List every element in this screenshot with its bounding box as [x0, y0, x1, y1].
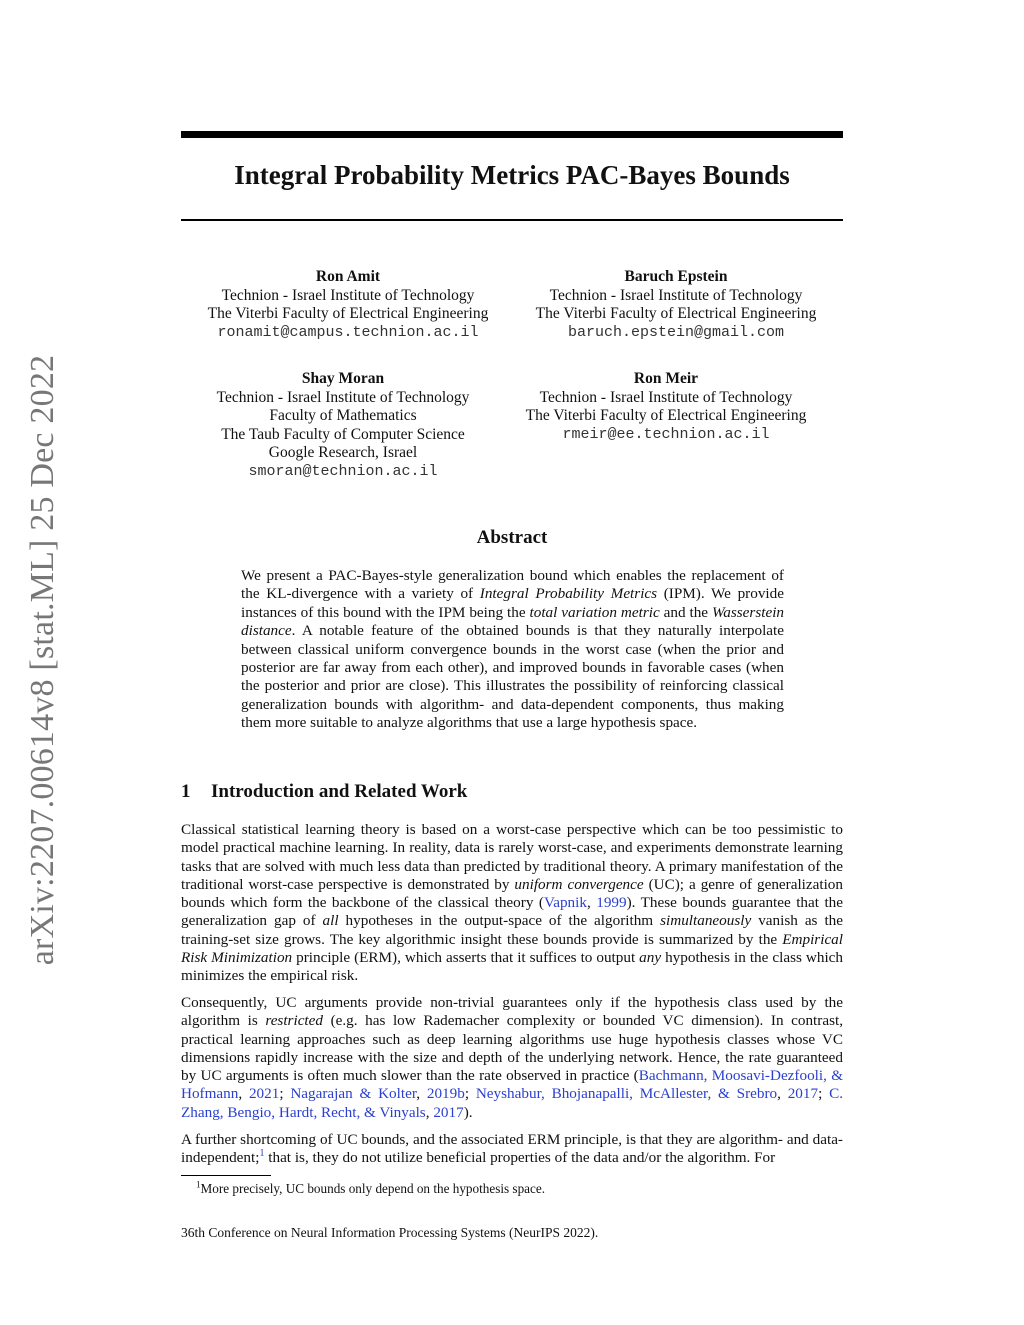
citation-link[interactable]: 2021 — [248, 1085, 280, 1103]
paper-title: Integral Probability Metrics PAC-Bayes Bounds — [234, 160, 790, 190]
author-affiliation: The Viterbi Faculty of Electrical Engineering — [535, 305, 817, 322]
author-block-3 — [181, 370, 505, 481]
arxiv-id: arXiv:2207.00614v8 [stat.ML] 25 Dec 2022 — [24, 354, 61, 966]
footnote-text: More precisely, UC bounds only depend on the hypothesis space. — [200, 1181, 546, 1196]
author-affiliation: Technion - Israel Institute of Technology — [216, 388, 470, 406]
section-title: Introduction and Related Work — [211, 781, 468, 802]
citation-link[interactable]: 2019b — [426, 1085, 465, 1103]
citation-link[interactable]: Vapnik — [543, 894, 587, 912]
author-block-2 — [509, 268, 843, 342]
citation-link[interactable]: Nagarajan & Kolter — [290, 1085, 417, 1103]
citation-link[interactable]: C. Zhang, Bengio, Hardt, Recht, & Vinyals — [181, 1085, 844, 1121]
author-name: Ron Meir — [633, 370, 699, 387]
author-name: Ron Amit — [315, 268, 381, 285]
author-affiliation: Google Research, Israel — [268, 444, 418, 461]
author-block-1 — [181, 268, 515, 342]
author-affiliation: Faculty of Mathematics — [269, 407, 417, 424]
title-rule-top — [181, 131, 843, 138]
author-affiliation: Technion - Israel Institute of Technology — [539, 388, 793, 406]
author-affiliation: Technion - Israel Institute of Technology — [221, 286, 475, 304]
citation-link[interactable]: 2017 — [787, 1085, 819, 1103]
author-email[interactable]: baruch.epstein@gmail.com — [567, 323, 785, 341]
section-heading — [181, 781, 467, 803]
citation-link[interactable]: 1999 — [596, 894, 627, 912]
abstract-body: We present a PAC-Bayes-style generalization bound which enables the replacement of the KL-divergence with a variety of Integral Probability Metrics (IPM). We provide instances of this bound with the IPM being the total variation metric and the Wasserstein distance. A notable feature of the obtained bounds is that they naturally interpolate between classical uniform convergence bounds in the worst case (when the prior and posterior are far away from each other), and improved bounds in favorable cases (when the posterior and prior are close). This illustrates the possibility of reinforcing classical generalization bounds with algorithm- and data-dependent components, thus making them more suitable to analyze algorithms that use a large hypothesis space. — [241, 567, 785, 732]
intro-paragraph-3: A further shortcoming of UC bounds, and the associated ERM principle, is that they are algorithm- and data-independent;$^1$ that is, they do not utilize beneficial properties of the data and/or the algorithm. For — [181, 1131, 843, 1167]
footnote — [196, 1181, 545, 1197]
footnote-number: 1 — [196, 1179, 201, 1190]
author-email[interactable]: ronamit@campus.technion.ac.il — [217, 323, 479, 341]
citation-link[interactable]: 2017 — [433, 1103, 464, 1121]
author-affiliation: The Viterbi Faculty of Electrical Engineering — [525, 407, 807, 424]
author-email[interactable]: smoran@technion.ac.il — [248, 462, 438, 480]
author-email[interactable]: rmeir@ee.technion.ac.il — [562, 425, 770, 443]
abstract-heading: Abstract — [476, 527, 548, 548]
author-affiliation: The Viterbi Faculty of Electrical Engineering — [207, 305, 489, 322]
citation-link[interactable]: Neyshabur, Bhojanapalli, McAllester, & Srebro — [475, 1085, 778, 1103]
author-affiliation: The Taub Faculty of Computer Science — [221, 425, 465, 443]
footnote-marker[interactable]: 1 — [259, 1148, 265, 1160]
footnote-rule — [181, 1175, 271, 1176]
intro-paragraph-1: Classical statistical learning theory is based on a worst-case perspective which can be too pessimistic to model practical machine learning. In reality, data is rarely worst-case, and experiments demonstrate learning tasks that are solved with much less data than predicted by traditional theory. A primary manifestation of the traditional worst-case perspective is demonstrated by uniform convergence (UC); a genre of generalization bounds which form the backbone of the classical theory (Vapnik, 1999). These bounds guarantee that the generalization gap of all hypotheses in the output-space of the algorithm simultaneously vanish as the training-set size grows. The key algorithmic insight these bounds provide is summarized by the Empirical Risk Minimization principle (ERM), which asserts that it suffices to output any hypothesis in the class which minimizes the empirical risk. — [181, 821, 843, 985]
author-block-4 — [499, 370, 833, 444]
citation-link[interactable]: Bachmann, Moosavi-Dezfooli, & Hofmann — [181, 1067, 844, 1103]
venue-note: 36th Conference on Neural Information Processing Systems (NeurIPS 2022). — [181, 1225, 599, 1240]
title-rule-bottom — [181, 219, 843, 221]
section-number: 1 — [181, 781, 191, 802]
intro-paragraph-2: Consequently, UC arguments provide non-trivial guarantees only if the hypothesis class used by the algorithm is restricted (e.g. has low Rademacher complexity or bounded VC dimension). In contrast, practical learning approaches such as deep learning algorithms use huge hypothesis classes whose VC dimensions rapidly increase with the size and depth of the underlying network. Hence, the rate guaranteed by UC arguments is often much slower than the rate observed in practice (Bachmann, Moosavi-Dezfooli, & Hofmann, 2021; Nagarajan & Kolter, 2019b; Neyshabur, Bhojanapalli, McAllester, & Srebro, 2017; C. Zhang, Bengio, Hardt, Recht, & Vinyals, 2017). — [181, 994, 844, 1121]
author-name: Baruch Epstein — [624, 268, 728, 285]
author-affiliation: Technion - Israel Institute of Technology — [549, 286, 803, 304]
author-name: Shay Moran — [301, 370, 385, 387]
